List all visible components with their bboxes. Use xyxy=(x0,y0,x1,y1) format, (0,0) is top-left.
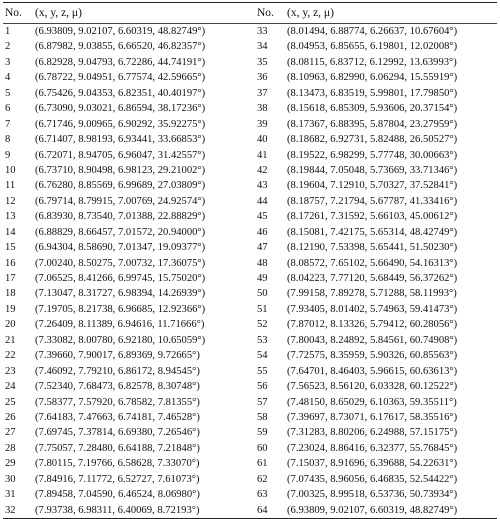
row-number: 34 xyxy=(257,41,268,53)
row-right xyxy=(257,425,497,440)
row-number: 19 xyxy=(5,303,16,315)
header-no-left: No. xyxy=(5,7,22,19)
row-number: 26 xyxy=(5,411,16,423)
row-coordinates: (8.15081, 7.42175, 5.65314, 48.42749°) xyxy=(287,226,458,238)
row-coordinates: (8.10963, 6.82990, 6.06294, 15.55919°) xyxy=(287,72,458,84)
row-coordinates: (7.23024, 8.86416, 6.32377, 55.76845°) xyxy=(287,442,458,454)
row-coordinates: (7.00325, 8.99518, 6.53736, 50.73934°) xyxy=(287,489,458,501)
row-coordinates: (6.78722, 9.04951, 6.77574, 42.59665°) xyxy=(35,72,206,84)
row-left xyxy=(3,209,257,224)
table-row xyxy=(3,364,497,379)
row-right xyxy=(257,132,497,147)
row-coordinates: (6.71746, 9.00965, 6.90292, 35.92275°) xyxy=(35,118,206,130)
row-left xyxy=(3,395,257,410)
row-left xyxy=(3,456,257,471)
row-left xyxy=(3,24,257,39)
row-coordinates: (8.19604, 7.12910, 5.70327, 37.52841°) xyxy=(287,180,458,192)
row-right xyxy=(257,286,497,301)
row-left xyxy=(3,178,257,193)
row-coordinates: (8.13473, 6.83519, 5.99801, 17.79850°) xyxy=(287,87,458,99)
row-right xyxy=(257,256,497,271)
row-coordinates: (7.39660, 7.90017, 6.89369, 9.72665°) xyxy=(35,350,200,362)
row-right xyxy=(257,148,497,163)
table-row xyxy=(3,178,497,193)
row-right xyxy=(257,86,497,101)
row-left xyxy=(3,70,257,85)
table-row xyxy=(3,425,497,440)
row-number: 47 xyxy=(257,242,268,254)
row-left xyxy=(3,364,257,379)
row-right xyxy=(257,117,497,132)
table-row xyxy=(3,395,497,410)
row-coordinates: (6.73090, 9.03021, 6.86594, 38.17236°) xyxy=(35,103,206,115)
row-left xyxy=(3,410,257,425)
row-number: 48 xyxy=(257,257,268,269)
row-number: 15 xyxy=(5,242,16,254)
header-cols-right: (x, y, z, μ) xyxy=(287,7,334,19)
table-header xyxy=(3,3,497,24)
row-left xyxy=(3,240,257,255)
row-coordinates: (7.39697, 8.73071, 6.17617, 58.35516°) xyxy=(287,411,458,423)
row-coordinates: (7.87012, 8.13326, 5.79412, 60.28056°) xyxy=(287,319,458,331)
row-left xyxy=(3,317,257,332)
row-coordinates: (6.88829, 8.66457, 7.01572, 20.94000°) xyxy=(35,226,206,238)
table-row xyxy=(3,302,497,317)
row-number: 63 xyxy=(257,489,268,501)
table-row xyxy=(3,101,497,116)
row-coordinates: (6.73710, 8.90498, 6.98123, 29.21002°) xyxy=(35,164,206,176)
row-number: 46 xyxy=(257,226,268,238)
row-coordinates: (8.12190, 7.53398, 5.65441, 51.50230°) xyxy=(287,242,458,254)
row-number: 16 xyxy=(5,257,16,269)
row-number: 61 xyxy=(257,458,268,470)
header-left xyxy=(3,3,257,23)
row-number: 10 xyxy=(5,164,16,176)
row-number: 53 xyxy=(257,334,268,346)
row-number: 50 xyxy=(257,288,268,300)
row-number: 43 xyxy=(257,180,268,192)
row-number: 37 xyxy=(257,87,268,99)
row-coordinates: (7.80043, 8.24892, 5.84561, 60.74908°) xyxy=(287,334,458,346)
row-number: 20 xyxy=(5,319,16,331)
row-coordinates: (6.76280, 8.85569, 6.99689, 27.03809°) xyxy=(35,180,206,192)
row-right xyxy=(257,194,497,209)
row-coordinates: (7.64183, 7.47663, 6.74181, 7.46528°) xyxy=(35,411,200,423)
header-cols-left: (x, y, z, μ) xyxy=(35,7,82,19)
table-row xyxy=(3,39,497,54)
row-coordinates: (8.04223, 7.77120, 5.68449, 56.37262°) xyxy=(287,273,458,284)
table-row xyxy=(3,271,497,286)
row-left xyxy=(3,379,257,394)
row-right xyxy=(257,364,497,379)
row-number: 32 xyxy=(5,504,16,516)
row-coordinates: (8.17367, 6.88395, 5.87804, 23.27959°) xyxy=(287,118,458,130)
row-number: 27 xyxy=(5,427,16,439)
row-right xyxy=(257,225,497,240)
row-coordinates: (7.89458, 7.04590, 6.46524, 8.06980°) xyxy=(35,489,200,501)
table-row xyxy=(3,163,497,178)
row-right xyxy=(257,55,497,70)
table-row xyxy=(3,317,497,332)
row-number: 8 xyxy=(5,134,11,146)
row-coordinates: (6.87982, 9.03855, 6.66520, 46.82357°) xyxy=(35,41,206,53)
row-number: 62 xyxy=(257,473,268,485)
row-right xyxy=(257,317,497,332)
row-number: 44 xyxy=(257,195,268,207)
row-right xyxy=(257,441,497,456)
row-right xyxy=(257,240,497,255)
row-number: 4 xyxy=(5,72,11,84)
row-left xyxy=(3,132,257,147)
row-coordinates: (7.31283, 8.80206, 6.24988, 57.15175°) xyxy=(287,427,458,439)
row-left xyxy=(3,286,257,301)
row-number: 3 xyxy=(5,56,11,68)
table-row xyxy=(3,148,497,163)
row-right xyxy=(257,271,497,286)
row-number: 45 xyxy=(257,211,268,223)
table-row xyxy=(3,86,497,101)
row-number: 49 xyxy=(257,273,268,284)
row-coordinates: (7.19705, 8.21738, 6.96685, 12.92366°) xyxy=(35,303,206,315)
row-number: 23 xyxy=(5,365,16,377)
row-number: 5 xyxy=(5,87,11,99)
row-coordinates: (7.99158, 7.89278, 5.71288, 58.11993°) xyxy=(287,288,457,300)
row-coordinates: (7.00240, 8.50275, 7.00732, 17.36075°) xyxy=(35,257,206,269)
table-row xyxy=(3,456,497,471)
row-right xyxy=(257,24,497,39)
row-coordinates: (6.75426, 9.04353, 6.82351, 40.40197°) xyxy=(35,87,206,99)
row-coordinates: (7.26409, 8.11389, 6.94616, 11.71666°) xyxy=(35,319,205,331)
row-left xyxy=(3,256,257,271)
row-number: 59 xyxy=(257,427,268,439)
row-coordinates: (8.15618, 6.85309, 5.93606, 20.37154°) xyxy=(287,103,458,115)
row-number: 29 xyxy=(5,458,16,470)
row-number: 24 xyxy=(5,381,16,393)
header-right xyxy=(257,3,497,23)
header-no-right: No. xyxy=(257,7,274,19)
row-coordinates: (7.80115, 7.19766, 6.58628, 7.33070°) xyxy=(35,458,200,470)
row-left xyxy=(3,39,257,54)
row-number: 40 xyxy=(257,134,268,146)
row-number: 18 xyxy=(5,288,16,300)
row-number: 33 xyxy=(257,26,268,37)
row-left xyxy=(3,441,257,456)
table-row xyxy=(3,286,497,301)
table-row xyxy=(3,410,497,425)
table-row xyxy=(3,379,497,394)
row-right xyxy=(257,456,497,471)
row-right xyxy=(257,348,497,363)
row-coordinates: (8.01494, 6.88774, 6.26637, 10.67604°) xyxy=(287,26,458,37)
row-number: 14 xyxy=(5,226,16,238)
row-number: 55 xyxy=(257,365,268,377)
row-coordinates: (6.79714, 8.79915, 7.00769, 24.92574°) xyxy=(35,195,206,207)
row-coordinates: (7.06525, 8.41266, 6.99745, 15.75020°) xyxy=(35,273,206,284)
row-left xyxy=(3,148,257,163)
row-left xyxy=(3,333,257,348)
row-left xyxy=(3,425,257,440)
row-left xyxy=(3,487,257,502)
row-right xyxy=(257,503,497,518)
row-coordinates: (6.72071, 8.94705, 6.96047, 31.42557°) xyxy=(35,149,206,161)
table-row xyxy=(3,503,497,518)
row-number: 54 xyxy=(257,350,268,362)
row-coordinates: (8.08115, 6.83712, 6.12992, 13.63993°) xyxy=(287,56,457,68)
row-right xyxy=(257,487,497,502)
row-left xyxy=(3,225,257,240)
table-row xyxy=(3,225,497,240)
row-coordinates: (7.33082, 8.00780, 6.92180, 10.65059°) xyxy=(35,334,206,346)
row-coordinates: (8.18757, 7.21794, 5.67787, 41.33416°) xyxy=(287,195,458,207)
row-number: 42 xyxy=(257,164,268,176)
row-coordinates: (8.18682, 6.92731, 5.82488, 26.50527°) xyxy=(287,134,458,146)
row-right xyxy=(257,70,497,85)
row-right xyxy=(257,395,497,410)
row-number: 35 xyxy=(257,56,268,68)
row-number: 17 xyxy=(5,273,16,284)
row-right xyxy=(257,163,497,178)
row-right xyxy=(257,39,497,54)
row-number: 13 xyxy=(5,211,16,223)
table-row xyxy=(3,117,497,132)
row-right xyxy=(257,379,497,394)
row-number: 7 xyxy=(5,118,11,130)
table-row xyxy=(3,240,497,255)
table-row xyxy=(3,194,497,209)
row-coordinates: (7.69745, 7.37814, 6.69380, 7.26546°) xyxy=(35,427,200,439)
row-left xyxy=(3,348,257,363)
row-left xyxy=(3,503,257,518)
row-coordinates: (7.58377, 7.57920, 6.78582, 7.81355°) xyxy=(35,396,200,408)
row-coordinates: (7.64701, 8.46403, 5.96615, 60.63613°) xyxy=(287,365,458,377)
row-coordinates: (6.93809, 9.02107, 6.60319, 48.82749°) xyxy=(287,504,458,516)
row-coordinates: (7.93738, 6.98311, 6.40069, 8.72193°) xyxy=(35,504,200,516)
row-coordinates: (7.13047, 8.31727, 6.98394, 14.26939°) xyxy=(35,288,206,300)
row-coordinates: (8.17261, 7.31592, 5.66103, 45.00612°) xyxy=(287,211,458,223)
row-number: 2 xyxy=(5,41,11,53)
row-number: 51 xyxy=(257,303,268,315)
row-coordinates: (7.46092, 7.79210, 6.86172, 8.94545°) xyxy=(35,365,200,377)
row-left xyxy=(3,194,257,209)
row-coordinates: (8.19844, 7.05048, 5.73669, 33.71346°) xyxy=(287,164,458,176)
row-coordinates: (6.71407, 8.98193, 6.93441, 33.66853°) xyxy=(35,134,206,146)
table-row xyxy=(3,24,497,39)
row-coordinates: (8.08572, 7.65102, 5.66490, 54.16313°) xyxy=(287,257,458,269)
table-row xyxy=(3,333,497,348)
row-number: 9 xyxy=(5,149,11,161)
row-number: 64 xyxy=(257,504,268,516)
row-number: 1 xyxy=(5,26,11,37)
row-coordinates: (7.48150, 8.65029, 6.10363, 59.35511°) xyxy=(287,396,457,408)
row-number: 30 xyxy=(5,473,16,485)
row-right xyxy=(257,209,497,224)
row-coordinates: (7.72575, 8.35959, 5.90326, 60.85563°) xyxy=(287,350,458,362)
row-number: 31 xyxy=(5,489,16,501)
row-number: 25 xyxy=(5,396,16,408)
row-number: 56 xyxy=(257,381,268,393)
table-row xyxy=(3,70,497,85)
table-row xyxy=(3,441,497,456)
row-number: 11 xyxy=(5,180,16,192)
row-coordinates: (7.07435, 8.96056, 6.46835, 52.54422°) xyxy=(287,473,458,485)
row-number: 39 xyxy=(257,118,268,130)
table-row xyxy=(3,209,497,224)
row-number: 52 xyxy=(257,319,268,331)
row-coordinates: (6.83930, 8.73540, 7.01388, 22.88829°) xyxy=(35,211,206,223)
row-coordinates: (8.04953, 6.85655, 6.19801, 12.02008°) xyxy=(287,41,458,53)
row-number: 36 xyxy=(257,72,268,84)
row-coordinates: (8.19522, 6.98299, 5.77748, 30.00663°) xyxy=(287,149,458,161)
row-coordinates: (6.82928, 9.04793, 6.72286, 44.74191°) xyxy=(35,56,206,68)
row-number: 6 xyxy=(5,103,11,115)
row-coordinates: (7.93405, 8.01402, 5.74963, 59.41473°) xyxy=(287,303,458,315)
row-number: 38 xyxy=(257,103,268,115)
row-number: 57 xyxy=(257,396,268,408)
row-coordinates: (7.52340, 7.68473, 6.82578, 8.30748°) xyxy=(35,381,200,393)
row-coordinates: (6.93809, 9.02107, 6.60319, 48.82749°) xyxy=(35,26,206,37)
row-coordinates: (7.15037, 8.91696, 6.39688, 54.22631°) xyxy=(287,458,458,470)
row-coordinates: (7.75057, 7.28480, 6.64188, 7.21848°) xyxy=(35,442,200,454)
row-left xyxy=(3,271,257,286)
row-number: 58 xyxy=(257,411,268,423)
row-number: 60 xyxy=(257,442,268,454)
row-left xyxy=(3,163,257,178)
row-coordinates: (7.56523, 8.56120, 6.03328, 60.12522°) xyxy=(287,381,458,393)
row-coordinates: (6.94304, 8.58690, 7.01347, 19.09377°) xyxy=(35,242,206,254)
table-row xyxy=(3,132,497,147)
row-right xyxy=(257,410,497,425)
table-row xyxy=(3,487,497,502)
row-number: 41 xyxy=(257,149,268,161)
row-right xyxy=(257,178,497,193)
table-row xyxy=(3,55,497,70)
row-left xyxy=(3,117,257,132)
row-left xyxy=(3,101,257,116)
table-row xyxy=(3,472,497,487)
row-number: 22 xyxy=(5,350,16,362)
coordinates-table xyxy=(3,2,497,519)
row-right xyxy=(257,333,497,348)
row-right xyxy=(257,302,497,317)
table-row xyxy=(3,348,497,363)
row-number: 12 xyxy=(5,195,16,207)
table-row xyxy=(3,256,497,271)
row-right xyxy=(257,472,497,487)
row-left xyxy=(3,86,257,101)
row-number: 28 xyxy=(5,442,16,454)
row-right xyxy=(257,101,497,116)
row-left xyxy=(3,472,257,487)
row-coordinates: (7.84916, 7.11772, 6.52727, 7.61073°) xyxy=(35,473,200,485)
row-left xyxy=(3,302,257,317)
row-number: 21 xyxy=(5,334,16,346)
row-left xyxy=(3,55,257,70)
table-body xyxy=(3,24,497,518)
